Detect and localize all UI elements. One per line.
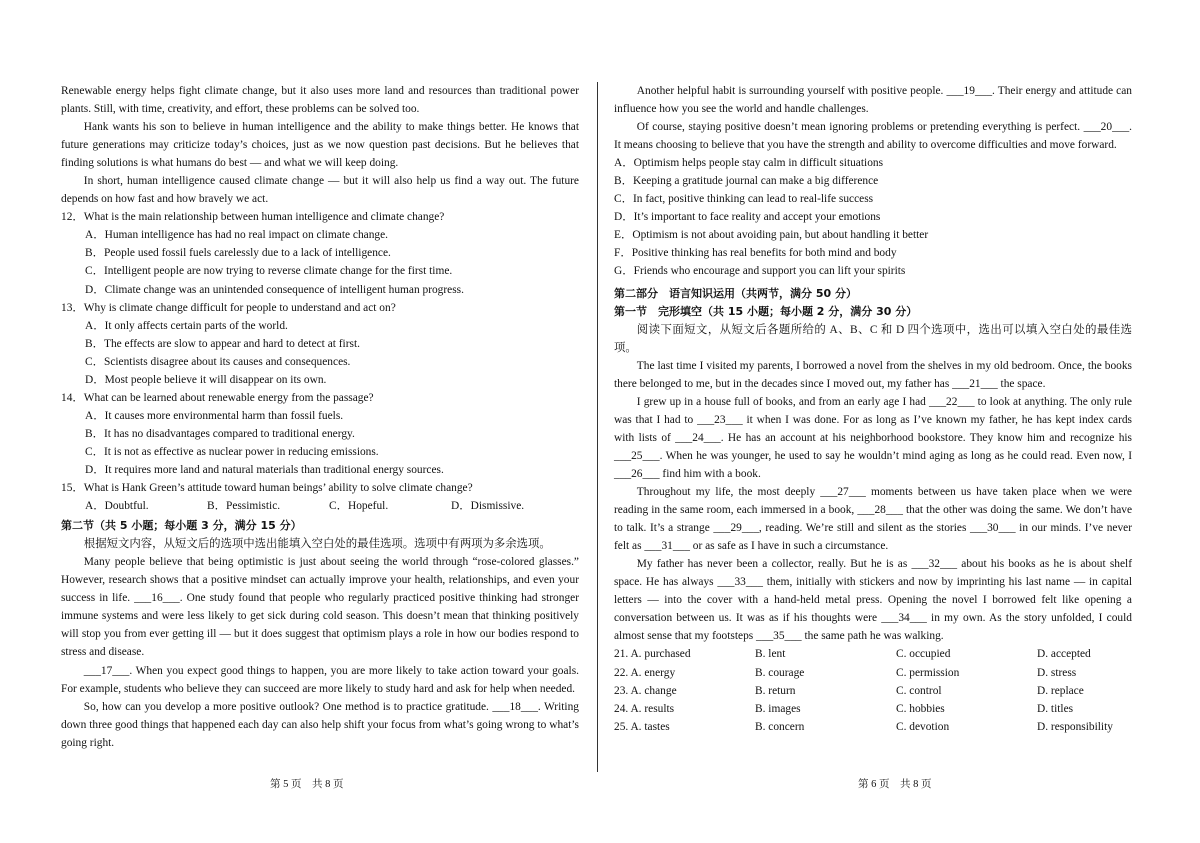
- cloze-option: C. devotion: [896, 720, 950, 733]
- choice: F．Positive thinking has real benefits for both mind and body: [614, 247, 897, 260]
- passage-paragraph: Another helpful habit is surrounding yourself with positive people. ___19___. Their energy and attitude can influence how you see the world and handle challenges.: [614, 85, 1132, 116]
- question-15: 15．What is Hank Green’s attitude toward human beings’ ability to solve climate change?: [61, 482, 473, 495]
- cloze-option: 22. A. energy: [614, 666, 676, 679]
- option: C．Intelligent people are now trying to reverse climate change for the first time.: [85, 265, 453, 278]
- passage-paragraph: I grew up in a house full of books, and from an early age I had ___22___ to look at anything. The only rule was that I had to ___23___ it when I was done. For as long as I’ve known my father, he has kept index cards with lists of ___24___. He has an account at his neighborhood bookstore. They know him and recognize his ___25___. When he was younger, he used to say he wouldn’t mind aging as long as he could read. Even now, I ___26___ find him with a book.: [614, 395, 1132, 480]
- cloze-option: B. return: [755, 684, 796, 697]
- choice: B．Keeping a gratitude journal can make a big difference: [614, 175, 879, 188]
- option: D．Dismissive.: [451, 500, 525, 513]
- passage-paragraph: Renewable energy helps fight climate change, but it also uses more land and resources than traditional power plants. Still, with time, creativity, and effort, these problems can be solved too.: [61, 85, 579, 116]
- cloze-option: D. stress: [1037, 666, 1077, 679]
- option: D．Climate change was an unintended consequence of intelligent human progress.: [85, 283, 464, 296]
- question-12: 12．What is the main relationship between human intelligence and climate change?: [61, 211, 445, 224]
- part-heading: 第二部分 语言知识运用（共两节，满分 50 分）: [614, 286, 857, 300]
- option: C．It is not as effective as nuclear power in reducing emissions.: [85, 445, 379, 458]
- passage-paragraph: Of course, staying positive doesn’t mean ignoring problems or pretending everything is perfect. ___20___. It means choosing to believe that you have the strength and ability to overcome difficulties and move forward.: [614, 121, 1132, 152]
- option: B．Pessimistic.: [207, 500, 281, 513]
- option: B．The effects are slow to appear and hard to detect at first.: [85, 337, 360, 350]
- passage-paragraph: In short, human intelligence caused climate change — but it will also help us find a way out. The future depends on how fast and how bravely we act.: [61, 175, 579, 206]
- option: A．Human intelligence has had no real impact on climate change.: [85, 229, 389, 242]
- passage-paragraph: My father has never been a collector, really. But he is as ___32___ about his books as he is about shelf space. He has always ___33___ them, initially with stickers and now by imprinting his last name — in capital letters — into the cover with a hand-held metal press. Opening the novel I borrowed felt like opening a conversation between us. It was as if his thoughts were ___34___ in my own. As the story unfolded, I could almost sense that my footsteps ___35___ the same path he was walking.: [614, 558, 1132, 643]
- option: A．Doubtful.: [85, 500, 149, 513]
- cloze-option: B. courage: [755, 666, 805, 679]
- cloze-option: B. images: [755, 702, 801, 715]
- passage-paragraph: Throughout my life, the most deeply ___27___ moments between us have taken place when we were reading in the same room, each immersed in a book, ___28___ that the other was doing the same. We don’t have to talk. It’s a strange ___29___, reading. We’re still and silent as the stories ___30___ in our minds. I’ve never felt as ___31___ or as safe as I have in such a circumstance.: [614, 486, 1132, 553]
- option-row: [61, 497, 579, 515]
- passage-paragraph: Hank wants his son to believe in human intelligence and the ability to make things better. He knows that future generations may criticize today’s choices, just as we now question past decisions. But he believes that finding solutions is what humans do best — and what we will keep doing.: [61, 121, 579, 170]
- cloze-option: B. lent: [755, 648, 786, 661]
- section-heading: 第一节 完形填空（共 15 小题；每小题 2 分，满分 30 分）: [614, 304, 918, 318]
- choice: G．Friends who encourage and support you can lift your spirits: [614, 265, 906, 278]
- passage-paragraph: So, how can you develop a more positive outlook? One method is to practice gratitude. ___18___. Writing down three good things that happened each day can also help shift your focus from what’s going wrong to what’s going right.: [61, 700, 579, 749]
- option: B．People used fossil fuels carelessly due to a lack of intelligence.: [85, 247, 391, 260]
- cloze-option: D. titles: [1037, 702, 1074, 715]
- option: C．Hopeful.: [329, 500, 389, 513]
- page-footer: 第 5 页 共 8 页: [270, 779, 344, 790]
- passage-paragraph: The last time I visited my parents, I borrowed a novel from the shelves in my old bedroom. Once, the books there belonged to me, but in the decades since I moved out, my father has ___21___ the space.: [614, 359, 1132, 390]
- page-footer: 第 6 页 共 8 页: [858, 779, 932, 790]
- option: D．Most people believe it will disappear on its own.: [85, 373, 327, 386]
- cloze-option: C. occupied: [896, 648, 951, 661]
- option: A．It only affects certain parts of the world.: [85, 319, 288, 332]
- question-13: 13．Why is climate change difficult for people to understand and act on?: [61, 301, 396, 314]
- cloze-option: D. replace: [1037, 684, 1084, 697]
- passage-paragraph: ___17___. When you expect good things to happen, you are more likely to take action toward your goals. For example, students who believe they can succeed are more likely to study hard and ask for help when needed.: [61, 664, 579, 695]
- left-column: [61, 82, 579, 752]
- passage-paragraph: Many people believe that being optimistic is just about seeing the world through “rose-colored glasses.” However, research shows that a positive mindset can actually improve your health, relationships, and even your success in life. ___16___. One study found that people who regularly practiced positive thinking had stronger immune systems and were less likely to get sick during cold season. This doesn’t mean that thinking positively will stop you from ever getting ill — but it does suggest that optimism plays a role in how our bodies respond to stress and disease.: [61, 556, 579, 659]
- instructions: 根据短文内容，从短文后的选项中选出能填入空白处的最佳选项。选项中有两项为多余选项。: [83, 538, 551, 551]
- cloze-option: C. permission: [896, 666, 960, 679]
- cloze-option: 21. A. purchased: [614, 648, 691, 661]
- cloze-option: 23. A. change: [614, 684, 677, 697]
- option: D．It requires more land and natural materials than traditional energy sources.: [85, 463, 444, 476]
- cloze-option: 24. A. results: [614, 702, 675, 715]
- section-heading: 第二节（共 5 小题；每小题 3 分，满分 15 分）: [61, 519, 302, 533]
- choice: D．It’s important to face reality and accept your emotions: [614, 211, 881, 224]
- option: A．It causes more environmental harm than fossil fuels.: [85, 409, 344, 422]
- instructions: 阅读下面短文，从短文后各题所给的 A、B、C 和 D 四个选项中，选出可以填入空白处的最佳选项。: [614, 323, 1132, 354]
- choice: C．In fact, positive thinking can lead to real-life success: [614, 193, 874, 206]
- option: B．It has no disadvantages compared to traditional energy.: [85, 427, 355, 440]
- cloze-option: B. concern: [755, 720, 805, 733]
- cloze-option: 25. A. tastes: [614, 720, 670, 733]
- cloze-options: [614, 645, 1132, 735]
- choice: E．Optimism is not about avoiding pain, but about handling it better: [614, 229, 929, 242]
- choice: A．Optimism helps people stay calm in difficult situations: [614, 157, 884, 170]
- cloze-option: D. responsibility: [1037, 720, 1113, 733]
- right-column: [614, 82, 1132, 736]
- cloze-option: C. control: [896, 684, 942, 697]
- cloze-option: C. hobbies: [896, 702, 945, 715]
- cloze-option: D. accepted: [1037, 648, 1091, 661]
- question-14: 14．What can be learned about renewable energy from the passage?: [61, 391, 374, 404]
- option: C．Scientists disagree about its causes and consequences.: [85, 355, 351, 368]
- column-divider: [597, 82, 598, 772]
